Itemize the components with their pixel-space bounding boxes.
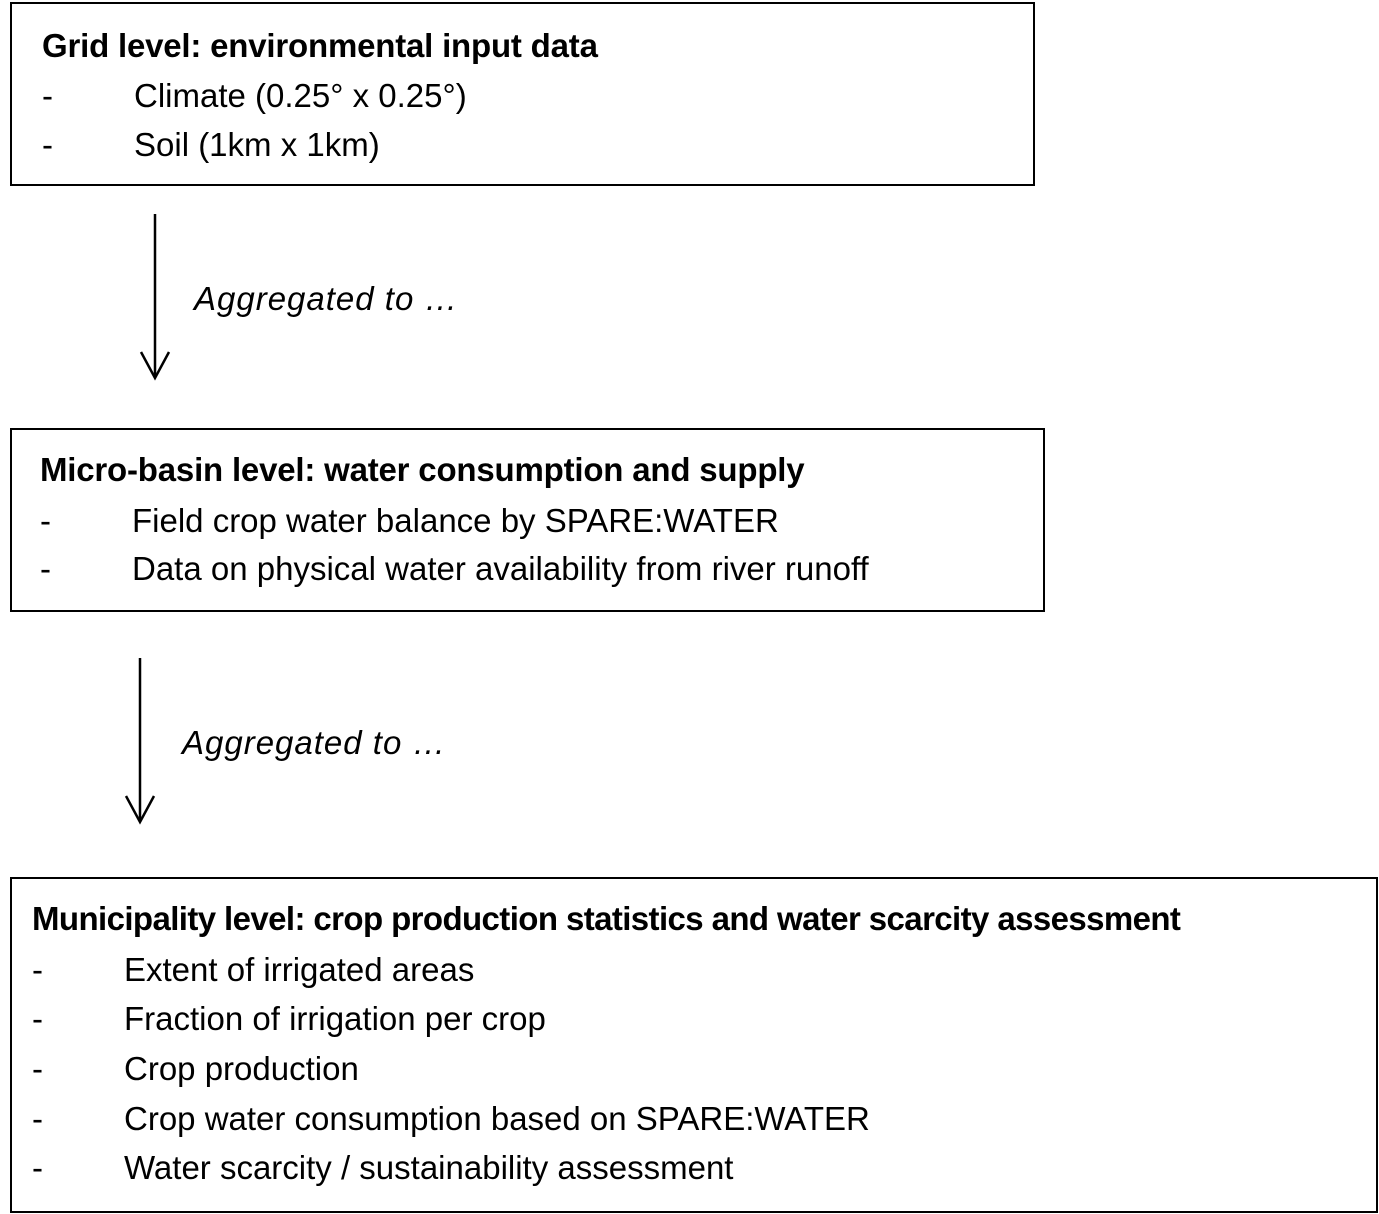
bullet-dash: - [32, 1000, 43, 1037]
grid-level-box [10, 2, 1035, 186]
bullet-dash: - [32, 1149, 43, 1186]
muni-item-irrigated-areas-text: Extent of irrigated areas [124, 951, 475, 988]
micro-item-water-availability-text: Data on physical water availability from river runoff [132, 550, 869, 587]
micro-basin-level-title: Micro-basin level: water consumption and supply [40, 451, 805, 488]
micro-item-field-crop-text: Field crop water balance by SPARE:WATER [132, 502, 779, 539]
muni-item-irrigation-fraction-text: Fraction of irrigation per crop [124, 1000, 546, 1037]
bullet-dash: - [40, 550, 51, 587]
bullet-dash: - [32, 951, 43, 988]
muni-item-crop-water-consumption-text: Crop water consumption based on SPARE:WATER [124, 1100, 870, 1137]
muni-item-water-scarcity-text: Water scarcity / sustainability assessment [124, 1149, 734, 1186]
arrow-label-1: Aggregated to … [194, 280, 459, 317]
arrow-down-1 [140, 214, 170, 384]
municipality-level-box [10, 877, 1378, 1213]
bullet-dash: - [32, 1050, 43, 1087]
grid-level-title: Grid level: environmental input data [42, 27, 598, 64]
bullet-dash: - [32, 1100, 43, 1137]
muni-item-crop-production-text: Crop production [124, 1050, 359, 1087]
bullet-dash: - [40, 502, 51, 539]
arrow-label-2: Aggregated to … [182, 724, 447, 761]
bullet-dash: - [42, 77, 53, 114]
municipality-level-title: Municipality level: crop production statistics and water scarcity assessment [32, 900, 1181, 937]
grid-item-soil-text: Soil (1km x 1km) [134, 126, 380, 163]
micro-basin-level-box [10, 428, 1045, 612]
bullet-dash: - [42, 126, 53, 163]
grid-item-climate-text: Climate (0.25° x 0.25°) [134, 77, 467, 114]
arrow-down-2 [125, 658, 155, 828]
